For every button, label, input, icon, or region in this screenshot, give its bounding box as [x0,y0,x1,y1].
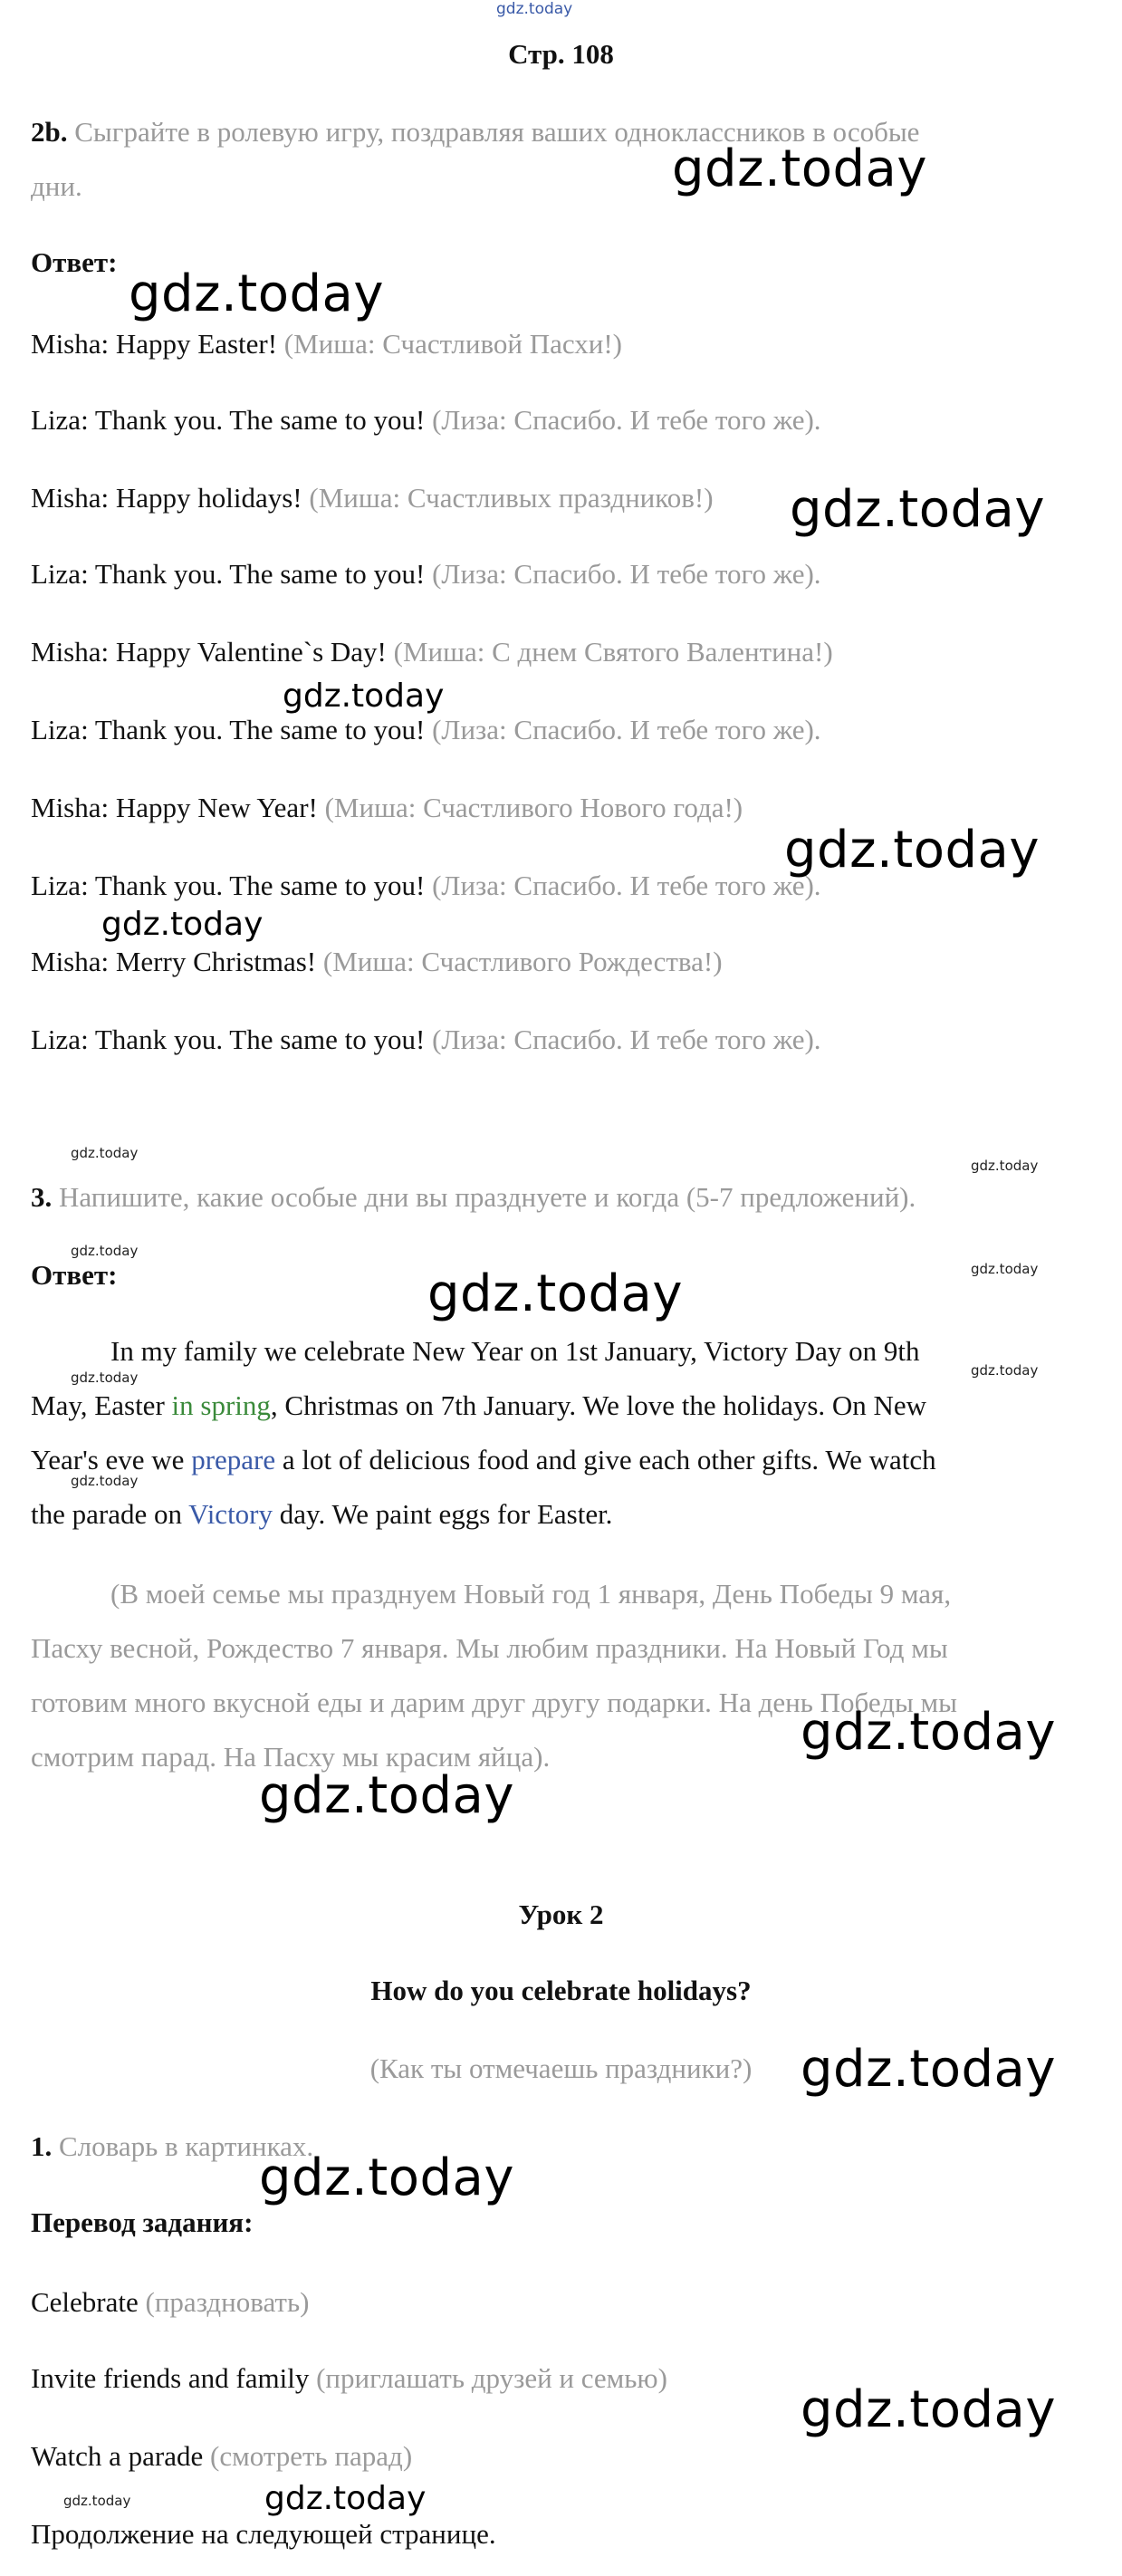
watermark: gdz.today [672,139,928,198]
watermark: gdz.today [784,821,1040,879]
instruction-text: Сыграйте в ролевую игру, поздравляя ваших одноклассников в особые [74,116,920,148]
task-number: 2b. [31,116,68,148]
watermark: gdz.today [971,1261,1039,1277]
task-3-instruction [31,1179,916,1216]
watermark: gdz.today [801,2380,1057,2439]
answer-label: Ответ: [31,1259,118,1291]
watermark: gdz.today [427,1264,684,1323]
continuation-note: Продолжение на следующей странице. [31,2518,496,2550]
answer-ru-line: (В моей семье мы празднуем Новый год 1 января, День Победы 9 мая, [110,1578,952,1610]
dialogue-line: Liza: Thank you. The same to you! (Лиза: Спасибо. И тебе того же). [31,714,821,745]
watermark: gdz.today [71,1473,139,1489]
watermark: gdz.today [971,1158,1039,1174]
page-title: Стр. 108 [508,38,614,70]
watermark: gdz.today [101,906,264,943]
answer-ru-line: готовим много вкусной еды и дарим друг другу подарки. На день Победы мы [31,1687,957,1718]
lesson-subtitle: How do you celebrate holidays? [370,1975,752,2006]
answer-ru-line: смотрим парад. На Пасху мы красим яйца). [31,1741,551,1773]
answer-label: Ответ: [31,246,118,278]
dialogue-line: Liza: Thank you. The same to you! (Лиза: Спасибо. И тебе того же). [31,404,821,436]
watermark: gdz.today [971,1362,1039,1379]
watermark: gdz.today [71,1145,139,1161]
watermark: gdz.today [790,480,1046,539]
watermark: gdz.today [801,2040,1057,2099]
dialogue-line: Liza: Thank you. The same to you! (Лиза: Спасибо. И тебе того же). [31,870,821,901]
vocab-item: Celebrate (праздновать) [31,2286,310,2318]
watermark: gdz.today [259,2148,515,2207]
watermark: gdz.today [129,264,385,323]
task-number: 1. [31,2130,53,2162]
watermark: gdz.today [264,2480,427,2517]
answer-en-line: Year's eve we prepare a lot of delicious food and give each other gifts. We watch [31,1444,936,1475]
top-watermark: gdz.today [496,0,573,18]
dialogue-line: Misha: Merry Christmas! (Миша: Счастливого Рождества!) [31,946,723,977]
answer-en-line: In my family we celebrate New Year on 1st January, Victory Day on 9th [110,1335,920,1367]
dialogue-line: Misha: Happy New Year! (Миша: Счастливого Нового года!) [31,792,743,823]
answer-en-line: the parade on Victory day. We paint eggs for Easter. [31,1498,613,1530]
dialogue-line: Misha: Happy holidays! (Миша: Счастливых праздников!) [31,482,714,514]
task-number: 3. [31,1181,53,1213]
lesson-title: Урок 2 [518,1898,604,1930]
lesson-subtitle-ru: (Как ты отмечаешь праздники?) [369,2052,753,2084]
watermark: gdz.today [801,1703,1057,1762]
vocab-item: Invite friends and family (приглашать друзей и семью) [31,2362,667,2394]
dialogue-line: Liza: Thank you. The same to you! (Лиза: Спасибо. И тебе того же). [31,1024,821,1055]
watermark: gdz.today [283,678,445,715]
vocab-item: Watch a parade (смотреть парад) [31,2440,413,2472]
dialogue-line: Misha: Happy Valentine`s Day! (Миша: С днем Святого Валентина!) [31,636,833,668]
answer-ru-line: Пасху весной, Рождество 7 января. Мы любим праздники. На Новый Год мы [31,1632,948,1664]
dialogue-line: Misha: Happy Easter! (Миша: Счастливой Пасхи!) [31,328,622,360]
watermark: gdz.today [259,1766,515,1825]
dialogue-line: Liza: Thank you. The same to you! (Лиза: Спасибо. И тебе того же). [31,558,821,590]
watermark: gdz.today [71,1243,139,1259]
watermark: gdz.today [71,1370,139,1386]
watermark: gdz.today [63,2493,131,2509]
answer-en-line: May, Easter in spring, Christmas on 7th January. We love the holidays. On New [31,1389,927,1421]
instruction-text: Напишите, какие особые дни вы празднуете и когда (5-7 предложений). [59,1181,916,1213]
instruction-text-cont: дни. [31,170,82,202]
instruction-text: Словарь в картинках. [59,2130,314,2162]
translation-label: Перевод задания: [31,2206,254,2238]
